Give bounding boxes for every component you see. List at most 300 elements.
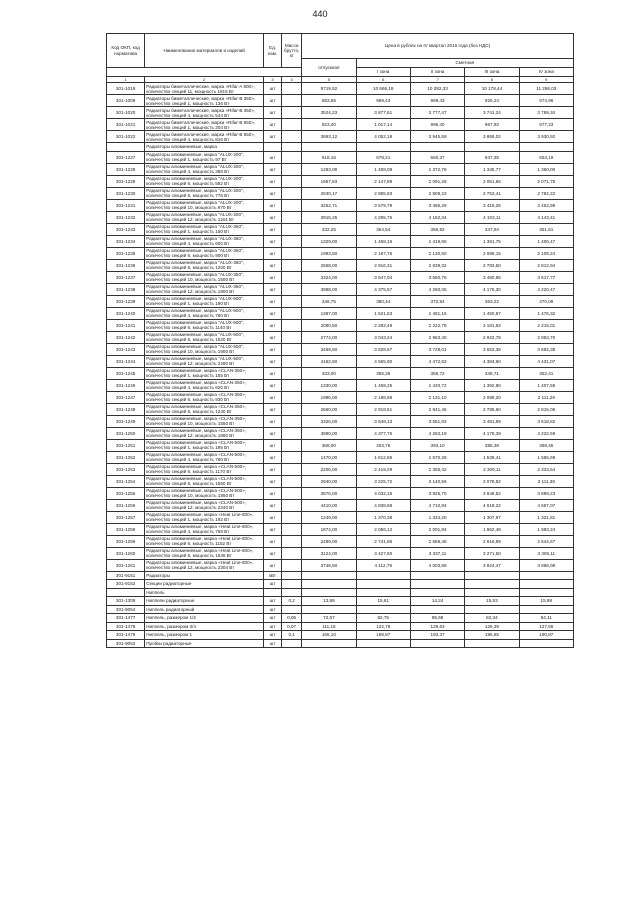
cell-zone-3-price: 4 178,39 [465, 427, 519, 439]
cell-base-price: 368,00 [302, 439, 356, 451]
table-row [107, 614, 574, 623]
cell-zone-1-price: 2 056,12 [356, 523, 410, 535]
cell-zone-1-price: 403,76 [356, 439, 410, 451]
cell-zone-3-price [465, 605, 519, 614]
cell-zone-3-price: 347,94 [465, 223, 519, 235]
cell-mass [282, 355, 302, 367]
cell-zone-4-price [519, 580, 573, 589]
cell-unit: шт [263, 283, 281, 295]
cell-zone-4-price: 4 667,07 [519, 499, 573, 511]
cell-unit: шт [263, 559, 281, 571]
cell-zone-1-price: 4 838,58 [356, 499, 410, 511]
cell-code: 301-1022 [107, 131, 145, 143]
cell-mass [282, 391, 302, 403]
table-row [107, 463, 574, 475]
cell-unit: шт [263, 355, 281, 367]
cell-zone-3-price: 2 785,60 [465, 403, 519, 415]
cell-zone-3-price: 4 176,30 [465, 283, 519, 295]
cell-zone-4-price: 351,61 [519, 223, 573, 235]
cell-zone-4-price: 3 452,99 [519, 199, 573, 211]
cell-name: Радиаторы алюминиевые, марка «CLAN-500», количество секций 12, мощность 2340 Вт [145, 499, 264, 511]
cell-base-price: 72,57 [302, 614, 356, 623]
cell-name: Радиаторы алюминиевые, марка "ALUX-500", количество секций 6, мощность 1140 Вт [145, 319, 264, 331]
cell-mass [282, 187, 302, 199]
cell-mass [282, 605, 302, 614]
cell-unit: шт [263, 331, 281, 343]
cell-zone-4-price: 3 517,77 [519, 271, 573, 283]
cell-name: Ниппель [145, 588, 264, 597]
cell-zone-4-price [519, 639, 573, 648]
cell-base-price: 111,15 [302, 622, 356, 631]
cell-base-price: 13,88 [302, 597, 356, 606]
cell-zone-1-price [356, 580, 410, 589]
cell-mass [282, 580, 302, 589]
cell-code: 301-1240 [107, 307, 145, 319]
table-row [107, 487, 574, 499]
cell-zone-2-price: 3 729,01 [410, 343, 464, 355]
cell-name: Радиаторы алюминиевые, марка "ALUX-200", количество секций 1, мощность 97 Вт [145, 151, 264, 163]
header-name: Наименование материалов и изделий [145, 34, 264, 68]
cell-zone-3-price: 3 741,24 [465, 107, 519, 119]
cell-mass [282, 535, 302, 547]
table-row [107, 523, 574, 535]
cell-unit: шт [263, 119, 281, 131]
cell-code: 301-1233 [107, 223, 145, 235]
cell-zone-4-price: 2 111,29 [519, 391, 573, 403]
header-zone-4: IV зона [519, 68, 573, 77]
cell-zone-1-price: 122,78 [356, 622, 410, 631]
cell-unit: шт [263, 235, 281, 247]
cell-base-price: 1249,00 [302, 511, 356, 523]
cell-zone-3-price: 1 345,77 [465, 163, 519, 175]
cell-zone-3-price: 3 481,99 [465, 415, 519, 427]
cell-zone-4-price: 3 889,23 [519, 487, 573, 499]
cell-zone-4-price: 4 222,59 [519, 427, 573, 439]
cell-base-price: 3262,71 [302, 199, 356, 211]
cell-base-price: 332,25 [302, 223, 356, 235]
cell-name: Радиаторы алюминиевые, марка "ALUX-500", количество секций 4, мощность 760 Вт [145, 307, 264, 319]
cell-unit: шт [263, 271, 281, 283]
cell-name: Радиаторы алюминиевые, марка «CLAN-500», количество секций 6, мощность 1170 Вт [145, 463, 264, 475]
cell-zone-4-price: 1 407,55 [519, 379, 573, 391]
cell-name: Радиаторы алюминиевые, марка "ALUX-350", количество секций 6, мощность 900 Вт [145, 247, 264, 259]
cell-unit: шт [263, 535, 281, 547]
cell-zone-2-price: 1 420,72 [410, 379, 464, 391]
cell-name: Радиаторы алюминиевые, марка "ALUX-200", количество секций 4, мощность 388 Вт [145, 163, 264, 175]
table-row [107, 475, 574, 487]
col-number: 3 [263, 77, 281, 83]
cell-name: Радиаторы алюминиевые, марка «CLAN-500», количество секций 10, мощность 1950 Вт [145, 487, 264, 499]
cell-unit: шт [263, 439, 281, 451]
cell-code: 301-1257 [107, 511, 145, 523]
cell-zone-4-price: 977,23 [519, 119, 573, 131]
cell-zone-2-price: 4 003,68 [410, 559, 464, 571]
cell-zone-1-price: 364,54 [356, 223, 410, 235]
header-unit: Ед. изм. [263, 34, 281, 68]
table-row [107, 403, 574, 415]
cell-zone-3-price: 925,24 [465, 95, 519, 107]
cell-name: Радиаторы алюминиевые, марка "ALUX-200", количество секций 12, мощность 1164 Вт [145, 211, 264, 223]
cell-unit: шт [263, 499, 281, 511]
cell-mass [282, 547, 302, 559]
cell-code: 301-1250 [107, 427, 145, 439]
table-row [107, 319, 574, 331]
cell-zone-4-price [519, 588, 573, 597]
cell-mass [282, 175, 302, 187]
table-row [107, 211, 574, 223]
cell-mass: 0,1 [282, 631, 302, 640]
cell-zone-2-price: 3 945,59 [410, 131, 464, 143]
cell-zone-2-price [410, 143, 464, 152]
cell-zone-4-price [519, 605, 573, 614]
table-row [107, 223, 574, 235]
cell-zone-3-price [465, 588, 519, 597]
table-row [107, 631, 574, 640]
cell-zone-3-price: 4 384,60 [465, 355, 519, 367]
cell-zone-3-price: 1 307,97 [465, 511, 519, 523]
cell-zone-1-price [356, 143, 410, 152]
cell-code: 301-1020 [107, 107, 145, 119]
cell-zone-4-price: 389,45 [519, 439, 573, 451]
table-row [107, 199, 574, 211]
cell-mass [282, 259, 302, 271]
cell-code: 301-1244 [107, 355, 145, 367]
cell-zone-3-price: 195,85 [465, 631, 519, 640]
cell-zone-3-price: 1 450,87 [465, 307, 519, 319]
cell-code: 301-1234 [107, 235, 145, 247]
table-row [107, 559, 574, 571]
cell-zone-3-price: 967,93 [465, 119, 519, 131]
cell-zone-2-price: 1 419,65 [410, 235, 464, 247]
cell-mass [282, 511, 302, 523]
cell-base-price: 923,40 [302, 119, 356, 131]
cell-unit: шт [263, 107, 281, 119]
header-price-title: Цена в рублях на IV квартал 2016 года (без НДС) [302, 34, 574, 59]
cell-zone-4-price: 3 111,38 [519, 475, 573, 487]
cell-zone-4-price: 3 518,82 [519, 415, 573, 427]
cell-zone-2-price: 969,43 [410, 95, 464, 107]
cell-zone-3-price: 348,71 [465, 367, 519, 379]
table-row [107, 571, 574, 580]
cell-zone-2-price [410, 571, 464, 580]
cell-unit: шт [263, 580, 281, 589]
cell-mass [282, 463, 302, 475]
cell-name: Радиаторы алюминиевые, марка "ALUX-500", количество секций 8, мощность 1520 Вт [145, 331, 264, 343]
cell-zone-1-price: 969,43 [356, 95, 410, 107]
cell-mass: 0,07 [282, 622, 302, 631]
cell-zone-1-price: 3 043,24 [356, 331, 410, 343]
cell-zone-3-price [465, 639, 519, 648]
cell-name: Радиаторы алюминиевые, марка «CLAN-350», количество секций 12, мощность 1860 Вт [145, 427, 264, 439]
cell-mass [282, 588, 302, 597]
cell-zone-4-price: 1 406,47 [519, 235, 573, 247]
cell-code: 301-1479 [107, 631, 145, 640]
cell-zone-3-price: 2 181,92 [465, 319, 519, 331]
cell-zone-2-price: 2 839,32 [410, 259, 464, 271]
cell-name: Радиаторы биметаллические, марка «Rifar-B 550», количество секций 1, мощность 204 Вт [145, 119, 264, 131]
cell-zone-2-price: 3 485,29 [410, 199, 464, 211]
cell-zone-3-price: 4 103,11 [465, 211, 519, 223]
cell-name: Ниппель, размером 3/4 [145, 622, 264, 631]
cell-zone-4-price: 2 644,67 [519, 535, 573, 547]
cell-name: Радиаторы [145, 571, 264, 580]
cell-zone-4-price: 3 306,11 [519, 547, 573, 559]
cell-base-price: 2658,00 [302, 259, 356, 271]
cell-zone-1-price: 4 375,57 [356, 283, 410, 295]
table-row [107, 367, 574, 379]
cell-name: Ниппели радиаторные [145, 597, 264, 606]
cell-zone-3-price: 2 088,15 [465, 247, 519, 259]
cell-zone-4-price: 2 215,01 [519, 319, 573, 331]
cell-name: Пробки радиаторные [145, 639, 264, 648]
cell-base-price: 2940,00 [302, 475, 356, 487]
cell-zone-2-price: 660,37 [410, 151, 464, 163]
cell-zone-4-price: 1 360,00 [519, 163, 573, 175]
cell-zone-4-price: 352,41 [519, 367, 573, 379]
cell-zone-1-price: 2 419,29 [356, 463, 410, 475]
cell-base-price: 1470,00 [302, 451, 356, 463]
header-base-price: отпускная [302, 59, 356, 77]
cell-zone-4-price: 11 286,03 [519, 83, 573, 95]
table-row [107, 331, 574, 343]
cell-zone-2-price: 2 669,48 [410, 535, 464, 547]
cell-zone-1-price: 380,44 [356, 295, 410, 307]
cell-zone-1-price: 1 458,16 [356, 235, 410, 247]
cell-zone-2-price: 2 222,78 [410, 319, 464, 331]
cell-zone-1-price [356, 571, 410, 580]
cell-name: Радиаторы алюминиевые, марка "ALUX-350", количество секций 8, мощность 1200 Вт [145, 259, 264, 271]
cell-zone-2-price: 3 551,83 [410, 415, 464, 427]
table-row [107, 427, 574, 439]
cell-unit: кВт [263, 571, 281, 580]
cell-code [107, 143, 145, 152]
cell-zone-2-price: 3 777,47 [410, 107, 464, 119]
cell-zone-1-price: 3 877,61 [356, 107, 410, 119]
cell-zone-2-price: 1 570,28 [410, 451, 464, 463]
cell-zone-2-price: 14,24 [410, 597, 464, 606]
cell-unit: шт [263, 83, 281, 95]
cell-mass [282, 571, 302, 580]
table-row [107, 499, 574, 511]
cell-unit: шт [263, 131, 281, 143]
cell-name: Радиаторы алюминиевые, марка «CLAN-500», количество секций 4, мощность 780 Вт [145, 451, 264, 463]
cell-unit: шт [263, 187, 281, 199]
cell-unit: шт [263, 605, 281, 614]
cell-zone-3-price [465, 571, 519, 580]
cell-zone-2-price: 3 550,76 [410, 271, 464, 283]
table-row [107, 343, 574, 355]
cell-zone-4-price: 2 812,94 [519, 259, 573, 271]
table-row [107, 271, 574, 283]
cell-zone-1-price: 2 916,31 [356, 259, 410, 271]
cell-unit: шт [263, 211, 281, 223]
cell-code: 301-1228 [107, 163, 145, 175]
cell-mass [282, 151, 302, 163]
cell-code: 301-1232 [107, 211, 145, 223]
cell-base-price: 1283,09 [302, 163, 356, 175]
cell-zone-3-price: 1 962,48 [465, 523, 519, 535]
table-row [107, 391, 574, 403]
cell-mass [282, 475, 302, 487]
cell-code: 301-1251 [107, 439, 145, 451]
cell-zone-1-price: 2 282,49 [356, 319, 410, 331]
cell-name: Секции радиаторные [145, 580, 264, 589]
col-number: 4 [282, 77, 302, 83]
header-zones: Сметная [356, 59, 573, 68]
cell-zone-4-price: 2 109,24 [519, 247, 573, 259]
cell-zone-4-price: 1 983,24 [519, 523, 573, 535]
cell-zone-2-price: 193,37 [410, 631, 464, 640]
cell-base-price: 4162,50 [302, 355, 356, 367]
cell-zone-2-price [410, 605, 464, 614]
cell-zone-2-price [410, 639, 464, 648]
table-row [107, 597, 574, 606]
cell-name: Радиаторы алюминиевые, марка «CLAN-350», количество секций 6, мощность 930 Вт [145, 391, 264, 403]
cell-mass [282, 451, 302, 463]
cell-name: Радиаторы алюминиевые, марка «CLAN-350», количество секций 4, мощность 620 Вт [145, 379, 264, 391]
cell-zone-1-price: 2 187,76 [356, 247, 410, 259]
table-row [107, 355, 574, 367]
cell-zone-1-price: 2 885,83 [356, 187, 410, 199]
cell-base-price [302, 571, 356, 580]
cell-zone-2-price: 3 140,56 [410, 475, 464, 487]
cell-zone-2-price: 129,63 [410, 622, 464, 631]
cell-zone-2-price: 85,68 [410, 614, 464, 623]
cell-zone-1-price: 1 521,53 [356, 307, 410, 319]
cell-unit: шт [263, 163, 281, 175]
table-row [107, 107, 574, 119]
cell-zone-1-price: 4 112,79 [356, 559, 410, 571]
cell-base-price: 2080,50 [302, 319, 356, 331]
cell-zone-1-price: 3 427,60 [356, 547, 410, 559]
cell-code: 301-1236 [107, 259, 145, 271]
cell-code: 301-1255 [107, 487, 145, 499]
col-number: 9 [519, 77, 573, 83]
cell-unit: шт [263, 639, 281, 648]
cell-code: 301-1019 [107, 83, 145, 95]
cell-name: Радиаторы алюминиевые, марка [145, 143, 264, 152]
cell-zone-2-price: 2 131,10 [410, 391, 464, 403]
cell-zone-4-price: 2 071,75 [519, 175, 573, 187]
cell-base-price: 2630,17 [302, 187, 356, 199]
cell-zone-3-price: 82,34 [465, 614, 519, 623]
cell-zone-1-price: 3 828,67 [356, 343, 410, 355]
header-zone-3: III зона [465, 68, 519, 77]
cell-code: 301-1231 [107, 199, 145, 211]
cell-mass [282, 283, 302, 295]
cell-zone-1-price: 10 666,19 [356, 83, 410, 95]
cell-mass: 0,2 [282, 597, 302, 606]
cell-base-price: 618,16 [302, 151, 356, 163]
cell-zone-3-price: 3 653,38 [465, 343, 519, 355]
cell-mass [282, 107, 302, 119]
cell-mass [282, 403, 302, 415]
table-row [107, 259, 574, 271]
cell-zone-2-price: 4 472,63 [410, 355, 464, 367]
cell-unit: шт [263, 463, 281, 475]
table-row [107, 163, 574, 175]
cell-zone-1-price: 82,75 [356, 614, 410, 623]
cell-zone-1-price: 1 612,86 [356, 451, 410, 463]
cell-code: 301-1241 [107, 319, 145, 331]
cell-zone-1-price: 1 408,08 [356, 163, 410, 175]
cell-zone-1-price: 2 147,89 [356, 175, 410, 187]
cell-mass [282, 639, 302, 648]
cell-base-price: 9719,52 [302, 83, 356, 95]
cell-zone-4-price: 654,19 [519, 151, 573, 163]
cell-base-price: 3524,23 [302, 107, 356, 119]
cell-code: 301-1238 [107, 283, 145, 295]
cell-name: Радиаторы биметаллические, марка «Rifar-B 350», количество секций 4, мощность 544 Вт [145, 107, 264, 119]
cell-zone-3-price: 15,63 [465, 597, 519, 606]
header-code: Код ОКП, код норматива [107, 34, 145, 68]
cell-zone-1-price: 678,21 [356, 151, 410, 163]
cell-code: 301-9151 [107, 571, 145, 580]
cell-unit [263, 143, 281, 152]
cell-zone-2-price: 4 260,05 [410, 283, 464, 295]
cell-name: Радиаторы алюминиевые, марка "ALUX-350", количество секций 12, мощность 1800 Вт [145, 283, 264, 295]
cell-zone-4-price: 127,66 [519, 622, 573, 631]
cell-name: Радиаторы биметаллические, марка «Rifar-A 500», количество секций 11, мощность 1815 Вт [145, 83, 264, 95]
cell-name: Радиаторы алюминиевые, марка "ALUX-500", количество секций 10, мощность 1900 Вт [145, 343, 264, 355]
cell-zone-1-price: 3 579,79 [356, 199, 410, 211]
cell-zone-4-price: 4 220,47 [519, 283, 573, 295]
cell-zone-1-price: 1 017,14 [356, 119, 410, 131]
cell-zone-4-price: 2 953,70 [519, 331, 573, 343]
cell-zone-3-price [465, 143, 519, 152]
cell-unit: шт [263, 247, 281, 259]
cell-zone-2-price: 356,92 [410, 223, 464, 235]
cell-zone-1-price: 2 188,88 [356, 391, 410, 403]
table-row [107, 295, 574, 307]
col-number: 6 [356, 77, 410, 83]
cell-zone-1-price: 198,97 [356, 631, 410, 640]
cell-base-price: 1957,63 [302, 175, 356, 187]
cell-zone-4-price: 2 333,54 [519, 463, 573, 475]
cell-mass [282, 415, 302, 427]
cell-zone-4-price: 190,87 [519, 631, 573, 640]
cell-zone-2-price: 1 481,16 [410, 307, 464, 319]
cell-name: Радиаторы алюминиевые, марка "ALUX-350", количество секций 1, мощность 150 Вт [145, 223, 264, 235]
cell-mass [282, 131, 302, 143]
cell-code: 301-1227 [107, 151, 145, 163]
cell-unit: шт [263, 343, 281, 355]
cell-zone-1-price: 3 648,13 [356, 415, 410, 427]
cell-code: 301-1246 [107, 379, 145, 391]
table-row [107, 415, 574, 427]
cell-unit: шт [263, 547, 281, 559]
cell-name: Радиаторы алюминиевые, марка "ALUX-500", количество секций 1, мощность 190 Вт [145, 295, 264, 307]
cell-code: 301-1021 [107, 119, 145, 131]
cell-mass [282, 307, 302, 319]
cell-code: 301-1237 [107, 271, 145, 283]
cell-zone-3-price: 2 309,11 [465, 463, 519, 475]
table-row [107, 379, 574, 391]
cell-code: 301-1258 [107, 523, 145, 535]
cell-mass [282, 343, 302, 355]
cell-unit: шт [263, 223, 281, 235]
cell-unit: шт [263, 403, 281, 415]
cell-base-price: 1874,00 [302, 523, 356, 535]
cell-code: 301-1261 [107, 559, 145, 571]
cell-zone-3-price: 3 415,26 [465, 199, 519, 211]
cell-code: 301-1309 [107, 597, 145, 606]
cell-mass [282, 211, 302, 223]
cell-zone-4-price [519, 571, 573, 580]
table-row [107, 511, 574, 523]
cell-unit: шт [263, 259, 281, 271]
cell-zone-1-price [356, 588, 410, 597]
